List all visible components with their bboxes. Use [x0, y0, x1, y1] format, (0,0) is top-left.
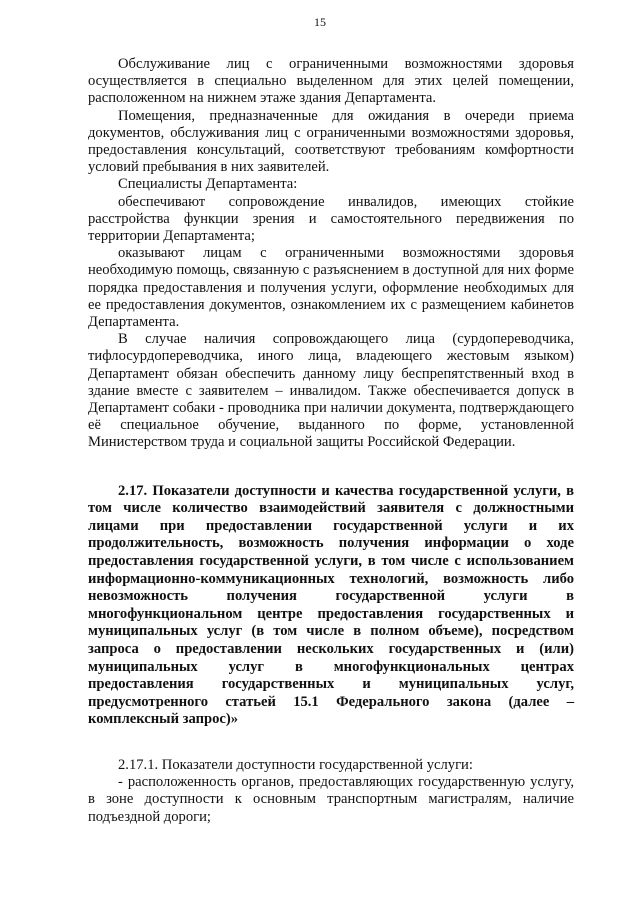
- paragraph-accessible-service: Обслуживание лиц с ограниченными возможностями здоровья осуществляется в специально выделенном для этих целей помещении, расположенном на нижнем этаже здания Департамента.: [88, 56, 574, 107]
- paragraph-assistance: оказывают лицам с ограниченными возможностями здоровья необходимую помощь, связанную с разъяснением в доступной для них форме порядка предоставления и получения услуги, оформление необходимых для ее предоставления документов, ознакомлением их с размещением кабинетов Департамента.: [88, 245, 574, 331]
- paragraph-waiting-rooms: Помещения, предназначенные для ожидания в очереди приема документов, обслуживания лиц с ограниченными возможностями здоровья, предоставления консультаций, соответствуют требованиям комфортности условий пребывания в них заявителей.: [88, 107, 574, 176]
- paragraph-specialists-intro: Специалисты Департамента:: [118, 176, 298, 193]
- subsection-item: - расположенность органов, предоставляющих государственную услугу, в зоне доступности к основным транспортным магистралям, наличие подъездной дороги;: [88, 774, 574, 825]
- paragraph-escort-disabled: обеспечивают сопровождение инвалидов, имеющих стойкие расстройства функции зрения и самостоятельного передвижения по территории Департамента;: [88, 193, 574, 245]
- subsection-title-2-17-1: 2.17.1. Показатели доступности государственной услуги:: [118, 756, 473, 773]
- section-heading-2-17: 2.17. Показатели доступности и качества государственной услуги, в том числе количество взаимодействий заявителя с должностными лицами при предоставлении государственной услуги и их продолжительность, возможность получения информации о ходе предоставления государственной услуги, в том числе с использованием информационно-коммуникационных технологий, возможность либо невозможность получения государственной услуги в многофункциональном центре предоставления государственных и муниципальных услуг (в том числе в полном объеме), посредством запроса о предоставлении нескольких государственных и (или) муниципальных услуг в многофункциональных центрах предоставления государственных и муниципальных услуг, предусмотренного статьей 15.1 Федерального закона (далее – комплексный запрос)»: [88, 482, 574, 728]
- page-number: 15: [314, 15, 326, 29]
- paragraph-accompanying-person: В случае наличия сопровождающего лица (сурдопереводчика, тифлосурдопереводчика, иного лица, владеющего жестовым языком) Департамент обязан обеспечить данному лицу беспрепятственный вход в здание вместе с заявителем – инвалидом. Также обеспечивается допуск в Департамент собаки - проводника при наличии документа, подтверждающего её специальное обучение, выданного по форме, установленной Министерством труда и социальной защиты Российской Федерации.: [88, 331, 574, 451]
- page-content: [88, 56, 574, 826]
